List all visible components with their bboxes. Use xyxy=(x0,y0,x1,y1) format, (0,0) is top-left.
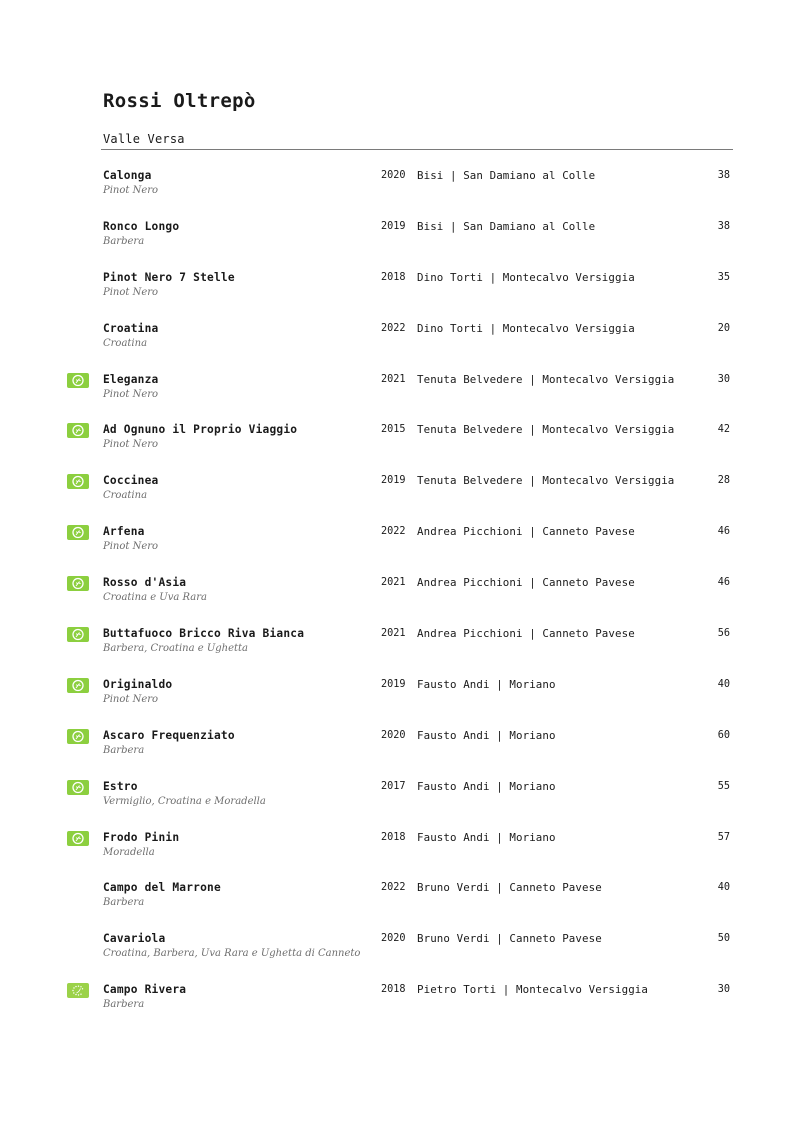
wine-price: 42 xyxy=(717,424,730,436)
wine-producer: Andrea Picchioni | Canneto Pavese xyxy=(417,525,635,539)
natural-wine-icon xyxy=(67,678,89,693)
section-divider xyxy=(101,149,733,150)
wine-grape: Croatina e Uva Rara xyxy=(103,592,207,604)
wine-vintage: 2020 xyxy=(381,933,406,945)
wine-grape: Pinot Nero xyxy=(103,439,159,451)
wine-row xyxy=(0,575,793,626)
wine-grape: Moradella xyxy=(103,846,155,858)
wine-price: 30 xyxy=(717,984,730,996)
page-title: Rossi Oltrepò xyxy=(103,90,256,112)
wine-name: Originaldo xyxy=(103,677,173,691)
wine-row xyxy=(0,626,793,677)
wine-name: Arfena xyxy=(103,525,145,539)
natural-wine-icon xyxy=(67,525,89,540)
wine-list xyxy=(0,168,793,1033)
wine-vintage: 2019 xyxy=(381,220,406,232)
wine-vintage: 2018 xyxy=(381,271,406,283)
wine-vintage: 2019 xyxy=(381,475,406,487)
wine-price: 40 xyxy=(717,882,730,894)
wine-name: Estro xyxy=(103,779,138,793)
wine-row xyxy=(0,880,793,931)
natural-wine-icon xyxy=(67,729,89,744)
wine-grape: Barbera, Croatina e Ughetta xyxy=(103,643,249,655)
wine-name: Coccinea xyxy=(103,474,159,488)
section-title: Valle Versa xyxy=(103,132,185,146)
wine-name: Cavariola xyxy=(103,932,166,946)
wine-producer: Pietro Torti | Montecalvo Versiggia xyxy=(417,983,649,997)
wine-row xyxy=(0,677,793,728)
wine-name: Buttafuoco Bricco Riva Bianca xyxy=(103,627,305,641)
wine-name: Frodo Pinin xyxy=(103,830,180,844)
wine-row xyxy=(0,372,793,423)
wine-row xyxy=(0,270,793,321)
natural-wine-icon xyxy=(67,780,89,795)
wine-price: 60 xyxy=(717,729,730,741)
wine-grape: Pinot Nero xyxy=(103,286,159,298)
wine-price: 35 xyxy=(717,271,730,283)
wine-vintage: 2020 xyxy=(381,729,406,741)
wine-price: 56 xyxy=(717,628,730,640)
wine-grape: Vermiglio, Croatina e Moradella xyxy=(103,795,266,807)
wine-grape: Pinot Nero xyxy=(103,185,159,196)
wine-grape: Croatina xyxy=(103,337,148,349)
natural-wine-icon xyxy=(67,831,89,846)
wine-producer: Tenuta Belvedere | Montecalvo Versiggia xyxy=(417,423,675,437)
wine-producer: Fausto Andi | Moriano xyxy=(417,830,556,844)
wine-grape: Croatina xyxy=(103,490,148,502)
wine-name: Rosso d'Asia xyxy=(103,576,187,590)
wine-vintage: 2019 xyxy=(381,678,406,690)
wine-grape: Croatina, Barbera, Uva Rara e Ughetta di Canneto xyxy=(103,948,361,960)
wine-vintage: 2015 xyxy=(381,424,406,436)
wine-row xyxy=(0,219,793,270)
wine-producer: Tenuta Belvedere | Montecalvo Versiggia xyxy=(417,474,675,488)
wine-price: 30 xyxy=(717,373,730,385)
wine-row xyxy=(0,728,793,779)
wine-name: Eleganza xyxy=(103,372,159,386)
wine-producer: Bruno Verdi | Canneto Pavese xyxy=(417,932,602,946)
wine-producer: Fausto Andi | Moriano xyxy=(417,677,556,691)
wine-name: Ad Ognuno il Proprio Viaggio xyxy=(103,423,298,437)
wine-producer: Andrea Picchioni | Canneto Pavese xyxy=(417,576,635,590)
wine-price: 46 xyxy=(717,526,730,538)
wine-row xyxy=(0,982,793,1033)
wine-name: Calonga xyxy=(103,169,152,182)
wine-producer: Bisi | San Damiano al Colle xyxy=(417,169,596,182)
wine-producer: Dino Torti | Montecalvo Versiggia xyxy=(417,270,635,284)
wine-grape: Pinot Nero xyxy=(103,693,159,705)
eu-organic-leaf-icon xyxy=(67,983,89,998)
wine-vintage: 2017 xyxy=(381,780,406,792)
wine-name: Pinot Nero 7 Stelle xyxy=(103,270,235,284)
wine-name: Campo del Marrone xyxy=(103,881,221,895)
wine-grape: Barbera xyxy=(103,897,145,909)
wine-price: 38 xyxy=(717,220,730,232)
natural-wine-icon xyxy=(67,373,89,388)
wine-producer: Bisi | San Damiano al Colle xyxy=(417,219,596,233)
natural-wine-icon xyxy=(67,423,89,438)
wine-grape: Pinot Nero xyxy=(103,388,159,400)
wine-vintage: 2022 xyxy=(381,882,406,894)
wine-row xyxy=(0,321,793,372)
wine-vintage: 2021 xyxy=(381,577,406,589)
wine-row xyxy=(0,931,793,982)
wine-producer: Fausto Andi | Moriano xyxy=(417,779,556,793)
wine-producer: Fausto Andi | Moriano xyxy=(417,728,556,742)
wine-producer: Tenuta Belvedere | Montecalvo Versiggia xyxy=(417,372,675,386)
wine-vintage: 2021 xyxy=(381,373,406,385)
wine-price: 46 xyxy=(717,577,730,589)
wine-vintage: 2021 xyxy=(381,628,406,640)
wine-producer: Bruno Verdi | Canneto Pavese xyxy=(417,881,602,895)
wine-vintage: 2022 xyxy=(381,322,406,334)
wine-vintage: 2022 xyxy=(381,526,406,538)
wine-grape: Barbera xyxy=(103,235,145,247)
wine-name: Ascaro Frequenziato xyxy=(103,728,235,742)
wine-price: 55 xyxy=(717,780,730,792)
wine-row xyxy=(0,779,793,830)
wine-row xyxy=(0,473,793,524)
wine-name: Croatina xyxy=(103,321,159,335)
wine-price: 50 xyxy=(717,933,730,945)
wine-price: 20 xyxy=(717,322,730,334)
wine-price: 57 xyxy=(717,831,730,843)
wine-grape: Barbera xyxy=(103,999,145,1011)
wine-grape: Barbera xyxy=(103,744,145,756)
natural-wine-icon xyxy=(67,474,89,489)
wine-price: 28 xyxy=(717,475,730,487)
wine-row xyxy=(0,830,793,881)
wine-name: Ronco Longo xyxy=(103,219,180,233)
wine-row xyxy=(0,422,793,473)
wine-name: Campo Rivera xyxy=(103,983,187,997)
wine-vintage: 2020 xyxy=(381,170,406,181)
wine-producer: Andrea Picchioni | Canneto Pavese xyxy=(417,627,635,641)
natural-wine-icon xyxy=(67,576,89,591)
wine-vintage: 2018 xyxy=(381,984,406,996)
wine-price: 40 xyxy=(717,678,730,690)
wine-price: 38 xyxy=(717,170,730,181)
wine-row xyxy=(0,168,793,219)
wine-row xyxy=(0,524,793,575)
wine-grape: Pinot Nero xyxy=(103,541,159,553)
wine-vintage: 2018 xyxy=(381,831,406,843)
wine-producer: Dino Torti | Montecalvo Versiggia xyxy=(417,321,635,335)
natural-wine-icon xyxy=(67,627,89,642)
